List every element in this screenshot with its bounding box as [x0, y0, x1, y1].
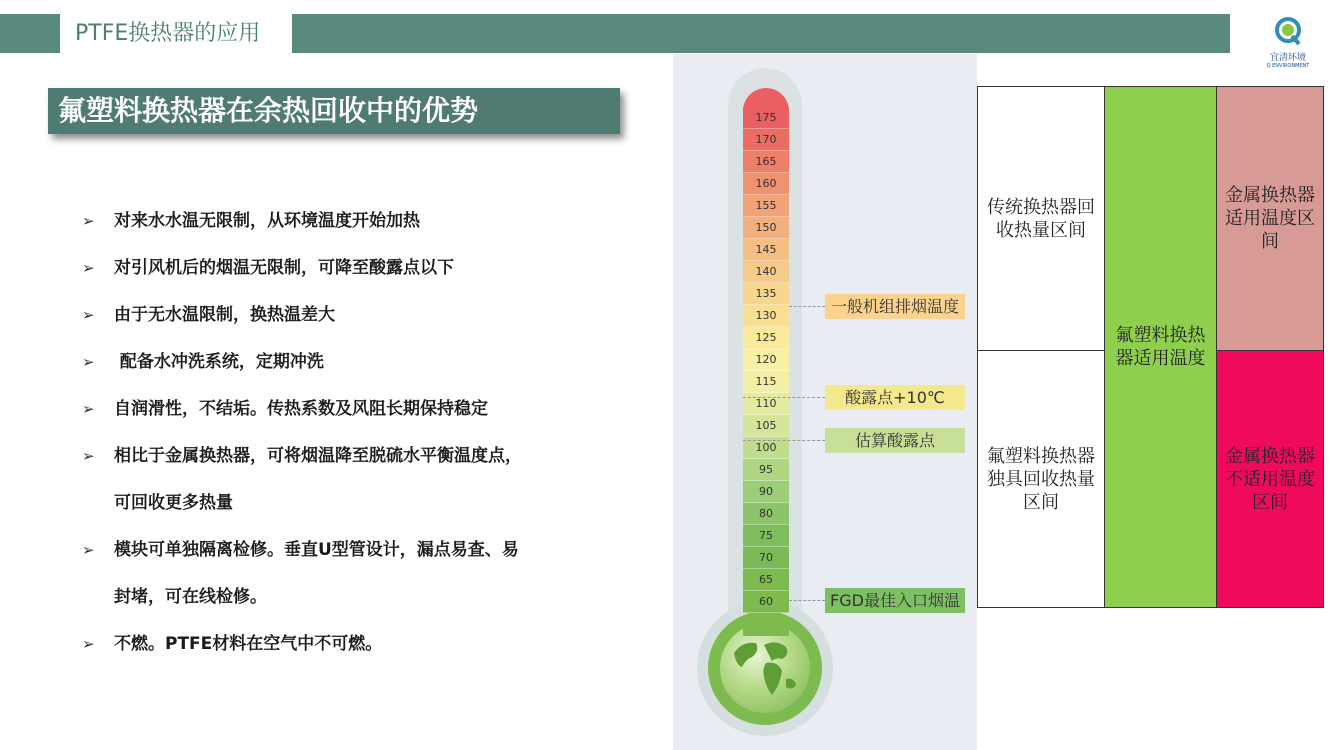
thermometer-tick: 175 — [743, 107, 789, 129]
list-item — [82, 433, 642, 480]
arrow-bullet-icon: ➢ — [82, 353, 95, 371]
list-item-text: 不燃。PTFE材料在空气中不可燃。 — [114, 634, 383, 654]
label-typical-exhaust-temp: 一般机组排烟温度 — [825, 294, 965, 319]
list-item-text: 对引风机后的烟温无限制，可降至酸露点以下 — [114, 258, 454, 278]
list-item — [82, 621, 642, 668]
thermometer-tick: 160 — [743, 173, 789, 195]
thermometer-tube-bottom — [743, 622, 789, 636]
thermometer-tick: 135 — [743, 283, 789, 305]
page-title: PTFE换热器的应用 — [75, 21, 261, 46]
list-item-text: 配备水冲洗系统，定期冲洗 — [114, 352, 324, 372]
globe-continents — [720, 623, 810, 713]
thermometer-tick: 105 — [743, 415, 789, 437]
zone-metal-unsuitable: 金属换热器不适用温度区间 — [1216, 350, 1324, 608]
list-item-text: 对来水水温无限制，从环境温度开始加热 — [114, 211, 420, 231]
logo-subtitle: Q ENVIRONMENT — [1266, 63, 1310, 69]
arrow-bullet-icon: ➢ — [82, 212, 95, 230]
zone-fluoroplastic-suitable: 氟塑料换热器适用温度 — [1104, 86, 1217, 608]
list-item — [82, 339, 642, 386]
arrow-bullet-icon: ➢ — [82, 635, 95, 653]
section-title: 氟塑料换热器在余热回收中的优势 — [58, 94, 479, 127]
list-item-continuation — [82, 574, 642, 621]
thermometer-tick: 75 — [743, 525, 789, 547]
arrow-bullet-icon: ➢ — [82, 400, 95, 418]
thermometer-tick: 115 — [743, 371, 789, 393]
list-item-text: 相比于金属换热器，可将烟温降至脱硫水平衡温度点， — [114, 446, 522, 466]
thermometer-tick: 70 — [743, 547, 789, 569]
zone-fluoroplastic-only-recovery: 氟塑料换热器独具回收热量区间 — [977, 350, 1105, 608]
dashed-leader — [743, 440, 825, 441]
dashed-leader — [789, 600, 825, 601]
thermometer-tick: 145 — [743, 239, 789, 261]
thermometer-tick: 140 — [743, 261, 789, 283]
label-acid-dew-point-plus-10: 酸露点+10℃ — [825, 385, 965, 410]
list-item — [82, 198, 642, 245]
thermometer-tick: 125 — [743, 327, 789, 349]
thermometer-tick: 95 — [743, 459, 789, 481]
thermometer-tick: 110 — [743, 393, 789, 415]
section-title-box — [48, 88, 620, 134]
list-item-continuation — [82, 480, 642, 527]
dashed-leader — [743, 397, 825, 398]
list-item-text: 模块可单独隔离检修。垂直U型管设计，漏点易查、易 — [114, 540, 519, 560]
thermometer-tick: 120 — [743, 349, 789, 371]
zone-metal-suitable: 金属换热器适用温度区间 — [1216, 86, 1324, 351]
thermometer-tick: 165 — [743, 151, 789, 173]
thermometer-tick: 130 — [743, 305, 789, 327]
globe-icon — [720, 623, 810, 713]
label-estimated-acid-dew-point: 估算酸露点 — [825, 428, 965, 453]
advantages-list — [82, 198, 642, 668]
list-item-text: 自润滑性，不结垢。传热系数及风阻长期保持稳定 — [114, 399, 488, 419]
list-item-text: 可回收更多热量 — [114, 493, 233, 513]
arrow-bullet-icon: ➢ — [82, 541, 95, 559]
zone-traditional-recovery: 传统换热器回收热量区间 — [977, 86, 1105, 351]
thermometer-tick: 150 — [743, 217, 789, 239]
arrow-bullet-icon: ➢ — [82, 259, 95, 277]
list-item — [82, 386, 642, 433]
label-fgd-inlet-temp: FGD最佳入口烟温 — [825, 588, 965, 613]
thermometer-tick: 100 — [743, 437, 789, 459]
list-item — [82, 527, 642, 574]
thermometer-tick: 170 — [743, 129, 789, 151]
thermometer-tick: 65 — [743, 569, 789, 591]
company-logo — [1258, 16, 1318, 69]
thermometer-tick: 60 — [743, 591, 789, 613]
thermometer-tick: 80 — [743, 503, 789, 525]
list-item-text: 封堵，可在线检修。 — [114, 587, 267, 607]
list-item — [82, 292, 642, 339]
arrow-bullet-icon: ➢ — [82, 447, 95, 465]
arrow-bullet-icon: ➢ — [82, 306, 95, 324]
thermometer-tick: 155 — [743, 195, 789, 217]
list-item — [82, 245, 642, 292]
thermometer-tick: 90 — [743, 481, 789, 503]
logo-name: 宜清环境 — [1269, 53, 1306, 63]
dashed-leader — [789, 306, 825, 307]
list-item-text: 由于无水温限制，换热温差大 — [114, 305, 335, 325]
logo-q-icon — [1273, 16, 1303, 46]
